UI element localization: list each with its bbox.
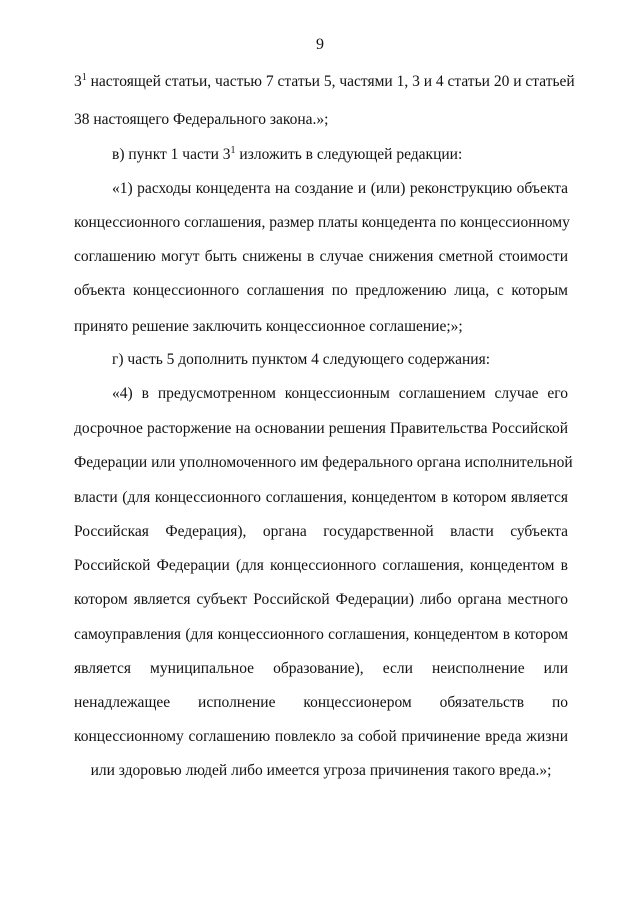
text-line-17: самоуправления (для концессионного соглашения, концедентом в котором [74, 626, 568, 643]
text-line-14: Российская Федерация), органа государственной власти субъекта [74, 523, 568, 540]
text-line-16: котором является субъект Российской Федерации) либо органа местного [74, 591, 568, 608]
text-line-13: власти (для концессионного соглашения, концедентом в котором является [74, 489, 568, 506]
text-line-3-pre: в) пункт 1 части 3 [112, 146, 231, 163]
text-line-1-pre: 3 [74, 73, 82, 90]
text-line-6: соглашению могут быть снижены в случае снижения сметной стоимости [74, 248, 568, 265]
text-line-2: 38 настоящего Федерального закона.»; [74, 111, 329, 128]
text-line-4: «1) расходы концедента на создание и (или) реконструкцию объекта [112, 180, 568, 197]
superscript-2: 1 [230, 144, 236, 156]
text-line-10: «4) в предусмотренном концессионным соглашением случае его [112, 385, 568, 402]
text-line-7: объекта концессионного соглашения по предложению лица, с которым [74, 282, 568, 299]
text-line-3 [112, 145, 568, 165]
page-number: 9 [316, 36, 324, 53]
text-line-21: или здоровью людей либо имеется угроза причинения такого вреда.»; [90, 762, 552, 779]
text-line-1-post: настоящей статьи, частью 7 статьи 5, частями 1, 3 и 4 статьи 20 и статьей [86, 73, 575, 90]
text-line-15: Российской Федерации (для концессионного соглашения, концедентом в [74, 557, 568, 574]
text-line-5: концессионного соглашения, размер платы концедента по концессионному [74, 214, 570, 231]
text-line-19: ненадлежащее исполнение концессионером обязательств по [74, 694, 568, 711]
text-line-1 [74, 71, 575, 92]
text-line-9: г) часть 5 дополнить пунктом 4 следующего содержания: [112, 351, 491, 368]
text-line-20: концессионному соглашению повлекло за собой причинение вреда жизни [74, 728, 568, 745]
text-line-8: принято решение заключить концессионное соглашение;»; [74, 318, 463, 335]
text-line-12: Федерации или уполномоченного им федерального органа исполнительной [74, 454, 573, 471]
superscript-1: 1 [81, 71, 87, 83]
text-line-18: является муниципальное образование), если неисполнение или [74, 660, 568, 677]
text-line-3-post: изложить в следующей редакции: [235, 146, 463, 163]
text-line-11: досрочное расторжение на основании решения Правительства Российской [74, 420, 568, 437]
